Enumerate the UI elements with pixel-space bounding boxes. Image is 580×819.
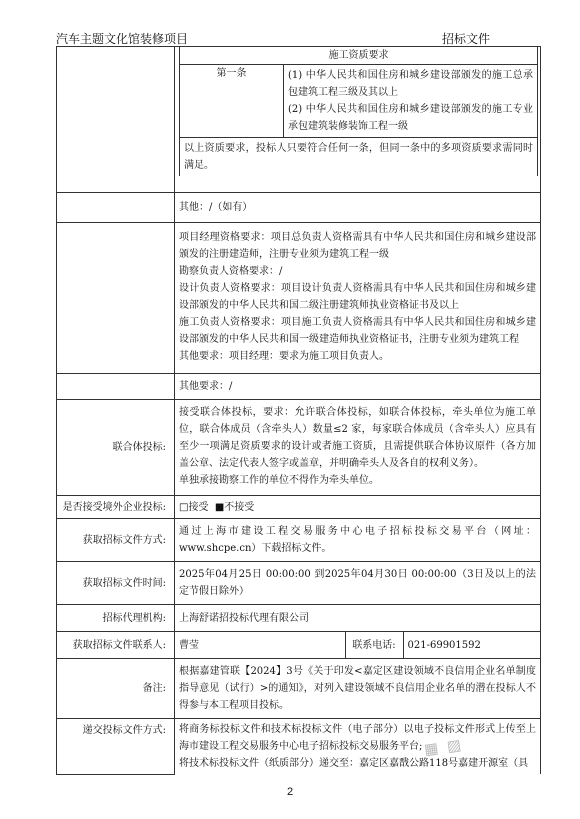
phone-label: 联系电话: [345,632,403,658]
contact-name: 曹莹 [175,632,345,658]
survey-requirement: 勘察负责人资格要求：/ [179,266,283,277]
obtain-method-row [57,519,541,562]
qualification-note: 以上资质要求，投标人只要符合任何一条，但同一条中的多项资质要求需同时满足。 [180,138,538,177]
clause-content [284,65,538,138]
other-requirement: 其他要求：项目经理：要求为施工项目负责人。 [179,351,389,362]
pm-requirement: 项目经理资格要求：项目总负责人资格需具有中华人民共和国住房和城乡建设部颁发的注册建造师，注册专业须为建筑工程一级 [179,232,536,260]
other-second-text: 其他要求：/ [175,374,541,400]
submit-label: 递交投标文件方式: [57,719,175,775]
page-header [56,32,540,47]
design-requirement: 设计负责人资格要求：项目设计负责人资格需具有中华人民共和国住房和城乡建设部颁发的中华人民共和国二级注册建筑师执业资格证书及以上 [179,283,536,311]
qualification-row [57,47,541,193]
submit-paper: 将技术标投标文件（纸质部分）递交至：嘉定区嘉戬公路118号嘉建开源室（具 [179,758,529,769]
other-first-row [57,193,541,223]
agency-label: 招标代理机构: [57,605,175,632]
submit-row [57,719,541,775]
header-project-title: 汽车主题文化馆装修项目 [56,32,189,46]
clause-line: (1) 中华人民共和国住房和城乡建设部颁发的施工总承包建筑工程三级及其以上 [288,70,533,98]
accept-checkbox: □接受 [179,501,209,513]
contact-phone: 021-69901592 [407,639,481,651]
clause-label: 第一条 [180,65,284,138]
submit-electronic: 将商务标投标文件和技术标投标文件（电子部分）以电子投标文件形式上传至上海市建设工程交易服务中心电子招标投标交易服务平台; [179,724,536,752]
foreign-options [175,496,541,519]
qualification-cell [175,47,541,193]
obtain-method-text: 通过上海市建设工程交易服务中心电子招标投标交易平台（网址：www.shcpe.cn）下载招标文件。 [175,519,541,562]
other-first-text: 其他：/（如有） [175,193,541,223]
obtain-time-text: 2025年04月25日 00:00:00 到2025年04月30日 00:00:00（3日及以上的法定节假日除外） [175,562,541,605]
foreign-label: 是否接受境外企业投标: [57,496,175,519]
qualification-inner-table [179,47,538,176]
clause-line: (2) 中华人民共和国住房和城乡建设部颁发的施工专业承包建筑装修装饰工程一级 [288,104,533,132]
remarks-row [57,659,541,719]
contact-row [57,632,541,659]
header-doc-type: 招标文件 [442,32,491,46]
remarks-label: 备注: [57,659,175,719]
other-second-row [57,374,541,400]
page-number: 2 [286,786,294,798]
remarks-text: 根据嘉建管联【2024】3号《关于印发<嘉定区建设领域不良信用企业名单制度指导意见（试行）>的通知》，对列入建设领域不良信用企业名单的潜在投标人不得参与本工程项目投标。 [175,659,541,719]
consortium-content [175,400,541,496]
bid-info-table [56,46,541,775]
contact-label: 获取招标文件联系人: [57,632,175,659]
personnel-requirements [175,223,541,374]
consortium-text: 接受联合体投标，要求：允许联合体投标，如联合体投标，牵头单位为施工单位，联合体成员（含牵头人）数量≤2 家，每家联合体成员（含牵头人）应具有至少一项满足资质要求的设计或者施工资质，且需提供联合体协议原件（各方加盖公章、法定代表人签字或盖章，并明确牵头人及各自的权利义务）。 [179,407,536,469]
obtain-method-label: 获取招标文件方式: [57,519,175,562]
qualification-label-cell [57,47,175,193]
foreign-row [57,496,541,519]
consortium-note: 单独承接勘察工作的单位不得作为牵头单位。 [179,475,379,486]
watermark-mark: ▦ ▨ [422,735,465,759]
personnel-row [57,223,541,374]
construction-requirement: 施工负责人资格要求：项目施工负责人资格需具有中华人民共和国住房和城乡建设部颁发的中华人民共和国一级建造师执业资格证书，注册专业须为建筑工程 [179,317,536,345]
consortium-label: 联合体投标: [57,400,175,496]
consortium-row [57,400,541,496]
agency-row [57,605,541,632]
agency-name: 上海舒诺招投标代理有限公司 [175,605,541,632]
obtain-time-row [57,562,541,605]
qualification-title: 施工资质要求 [180,47,538,65]
reject-checkbox: ■不接受 [214,501,255,513]
submit-content [175,719,541,775]
obtain-time-label: 获取招标文件时间: [57,562,175,605]
contact-inner-table [175,632,540,658]
